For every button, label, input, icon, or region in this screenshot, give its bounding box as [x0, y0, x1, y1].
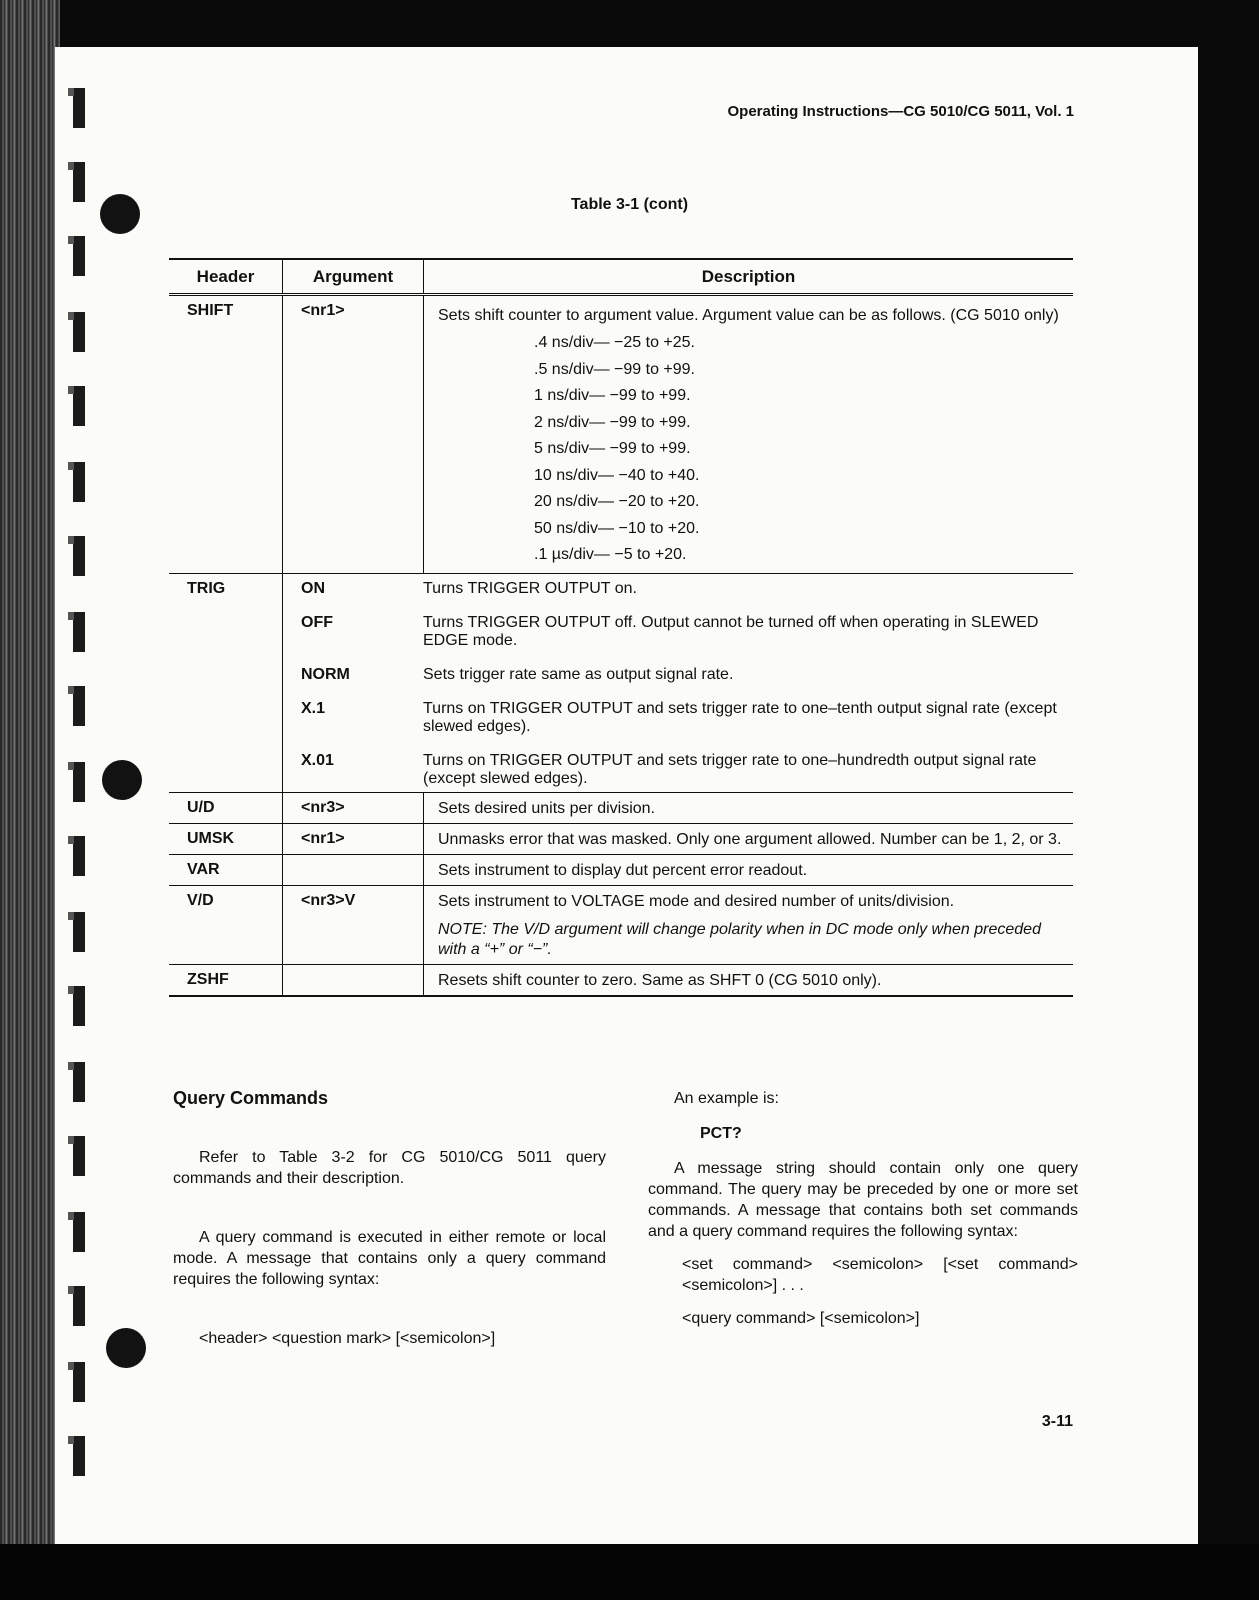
range-item: .5 ns/div— −99 to +99.	[534, 360, 695, 378]
binder-mark	[73, 88, 85, 128]
command-header: UMSK	[169, 823, 283, 854]
command-description: Resets shift counter to zero. Same as SHFT 0 (CG 5010 only).	[424, 964, 1074, 996]
command-header: TRIG	[169, 573, 283, 792]
command-description	[424, 885, 1074, 964]
table-row	[169, 964, 1073, 996]
command-description: Sets instrument to display dut percent error readout.	[424, 854, 1074, 885]
binder-mark	[73, 1436, 85, 1476]
range-item: 10 ns/div— −40 to +40.	[534, 466, 700, 484]
command-argument: <nr3>	[283, 792, 424, 823]
paragraph: A query command is executed in either remote or local mode. A message that contains only a query command requires the following syntax:	[173, 1229, 606, 1288]
binder-mark	[73, 612, 85, 652]
command-argument: <nr1>	[283, 295, 424, 574]
section-heading: Query Commands	[173, 1088, 329, 1108]
command-argument: <nr3>V	[283, 885, 424, 964]
binder-mark	[73, 912, 85, 952]
punch-hole	[102, 760, 142, 800]
command-argument: X.1	[301, 699, 326, 717]
command-header: SHIFT	[169, 295, 283, 574]
description-text: Sets instrument to VOLTAGE mode and desired number of units/division.	[438, 892, 955, 910]
sub-row	[301, 614, 1073, 650]
range-item: 5 ns/div— −99 to +99.	[534, 440, 691, 457]
table-row	[169, 792, 1073, 823]
sub-row	[301, 752, 1073, 788]
command-description: Unmasks error that was masked. Only one argument allowed. Number can be 1, 2, or 3.	[424, 823, 1074, 854]
sub-row	[301, 580, 1073, 598]
table-row	[169, 573, 1073, 792]
command-header: VAR	[169, 854, 283, 885]
running-head: Operating Instructions—CG 5010/CG 5011, Vol. 1	[727, 103, 1074, 120]
binder-mark	[73, 312, 85, 352]
syntax-line: <set command> <semicolon> [<set command> <semicolon>] . . .	[682, 1256, 1078, 1294]
command-argument: OFF	[301, 613, 333, 631]
binder-mark	[73, 686, 85, 726]
table-row	[169, 885, 1073, 964]
range-item: 1 ns/div— −99 to +99.	[534, 387, 691, 404]
sub-row	[301, 700, 1073, 736]
command-header: ZSHF	[169, 964, 283, 996]
binder-mark	[73, 1062, 85, 1102]
command-argument: ON	[301, 579, 325, 597]
command-description: Turns on TRIGGER OUTPUT and sets trigger rate to one–tenth output signal rate (except slewed edges).	[423, 699, 1057, 735]
command-description: Sets trigger rate same as output signal rate.	[423, 665, 734, 683]
paragraph: Refer to Table 3-2 for CG 5010/CG 5011 query commands and their description.	[173, 1149, 606, 1187]
table-row	[169, 823, 1073, 854]
binder-mark	[73, 536, 85, 576]
column-header: Argument	[283, 259, 424, 295]
command-description: Turns TRIGGER OUTPUT off. Output cannot be turned off when operating in SLEWED EDGE mode.	[423, 613, 1039, 649]
binder-mark	[73, 1212, 85, 1252]
left-column	[173, 1088, 606, 1349]
page-number: 3-11	[1041, 1413, 1073, 1430]
binder-mark	[73, 1136, 85, 1176]
command-description: Turns TRIGGER OUTPUT on.	[423, 579, 637, 597]
table-header-row	[169, 259, 1073, 295]
table-row	[169, 295, 1073, 574]
scan-edge	[0, 0, 60, 1600]
paragraph: An example is:	[674, 1090, 779, 1107]
binder-mark	[73, 236, 85, 276]
range-item: .1 µs/div— −5 to +20.	[534, 546, 687, 563]
table-row	[169, 854, 1073, 885]
command-description: Sets desired units per division.	[424, 792, 1074, 823]
paragraph: A message string should contain only one query command. The query may be preceded by one or more set commands. A message that contains both set commands and a query command requires the following syntax:	[648, 1160, 1078, 1240]
example-command: PCT?	[700, 1125, 742, 1142]
command-argument	[283, 964, 424, 996]
table-title: Table 3-1 (cont)	[570, 196, 689, 213]
command-argument: NORM	[301, 665, 350, 683]
command-argument	[283, 854, 424, 885]
column-header: Header	[169, 259, 283, 295]
range-item: .4 ns/div— −25 to +25.	[534, 334, 695, 351]
range-item: 20 ns/div— −20 to +20.	[534, 493, 700, 510]
binder-mark	[73, 462, 85, 502]
syntax-line: <query command> [<semicolon>]	[682, 1310, 920, 1327]
syntax-line: <header> <question mark> [<semicolon>]	[199, 1330, 496, 1347]
command-argument: X.01	[301, 751, 334, 769]
command-table	[169, 258, 1073, 997]
binder-mark	[73, 1286, 85, 1326]
range-list	[534, 330, 1063, 569]
binder-mark	[73, 386, 85, 426]
binder-mark	[73, 1362, 85, 1402]
binder-mark	[73, 762, 85, 802]
note-text: NOTE: The V/D argument will change polarity when in DC mode only when preceded with a “+” or “−”.	[438, 920, 1041, 958]
command-description	[424, 295, 1074, 574]
scan-border-bottom	[0, 1544, 1259, 1600]
range-item: 50 ns/div— −10 to +20.	[534, 519, 700, 537]
command-description: Turns on TRIGGER OUTPUT and sets trigger rate to one–hundredth output signal rate (except slewed edges).	[423, 751, 1037, 787]
description-text: Sets shift counter to argument value. Argument value can be as follows. (CG 5010 only)	[438, 307, 1059, 324]
binder-mark	[73, 986, 85, 1026]
sub-row	[301, 666, 1073, 684]
binder-mark	[73, 836, 85, 876]
right-column	[648, 1088, 1078, 1329]
punch-hole	[106, 1328, 146, 1368]
range-item: 2 ns/div— −99 to +99.	[534, 413, 691, 431]
command-header: U/D	[169, 792, 283, 823]
command-argument: <nr1>	[283, 823, 424, 854]
trig-subtable	[283, 573, 1074, 792]
column-header: Description	[424, 259, 1074, 295]
command-header: V/D	[169, 885, 283, 964]
